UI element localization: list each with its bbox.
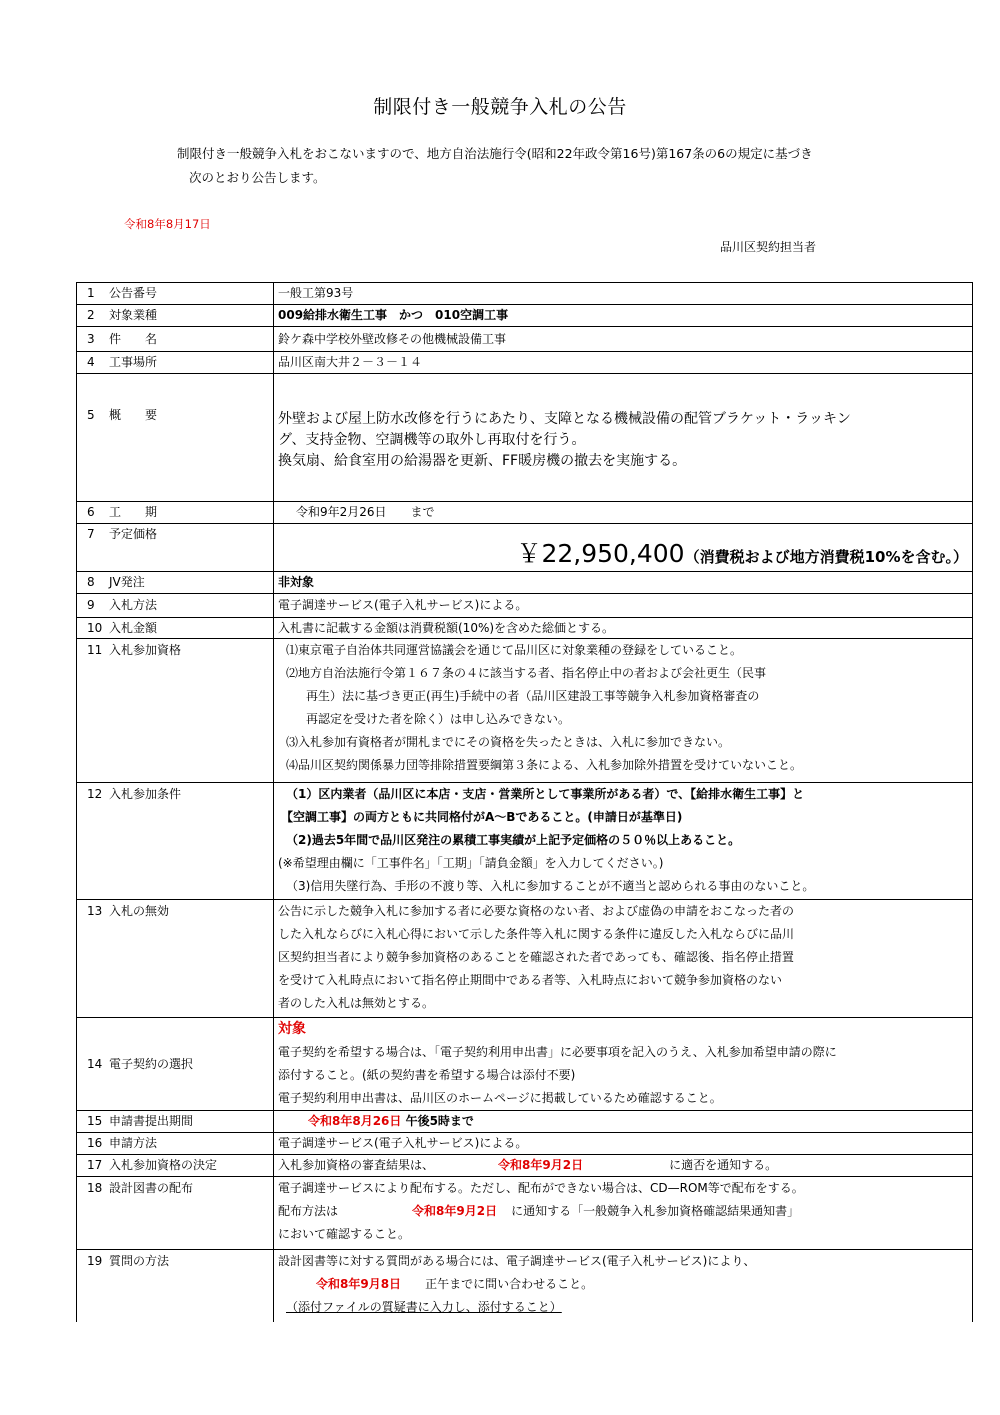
table-row — [77, 327, 973, 352]
econtract-target: 対象 — [278, 1021, 306, 1037]
row-label: JV発注 — [109, 575, 145, 589]
question-date: 令和8年9月8日 — [316, 1277, 402, 1291]
invalid-line: した入札ならびに入札心得において示した条件等入札に関する条件に違反した入札ならびに品川 — [278, 927, 795, 941]
row-label: 入札の無効 — [109, 904, 170, 918]
decision-post: に適否を通知する。 — [669, 1158, 778, 1172]
row-label: 公告番号 — [109, 286, 158, 300]
row-number: 9 — [87, 598, 95, 612]
summary-line: グ、支持金物、空調機等の取外し再取付を行う。 — [278, 432, 586, 448]
decision-pre: 入札参加資格の審査結果は、 — [278, 1158, 435, 1172]
page-title: 制限付き一般競争入札の公告 — [373, 96, 627, 118]
intro-line-1: 制限付き一般競争入札をおこないますので、地方自治法施行令(昭和22年政令第16号)第167条の6の規定に基づき — [177, 146, 813, 161]
row-label: 概 要 — [109, 408, 158, 422]
row-value: 一般工第93号 — [274, 283, 973, 305]
row-number: 10 — [87, 620, 103, 635]
table-row — [77, 1177, 973, 1250]
row-label: 工 期 — [109, 505, 158, 519]
row-number: 11 — [87, 643, 103, 657]
row-number: 13 — [87, 904, 103, 918]
row-label: 質問の方法 — [109, 1254, 170, 1268]
row-label: 予定価格 — [109, 527, 158, 541]
row-label: 設計図書の配布 — [109, 1181, 194, 1195]
row-label: 工事場所 — [109, 355, 158, 369]
table-row — [77, 502, 973, 524]
row-value: 令和9年2月26日 まで — [274, 502, 973, 524]
condition-line: （3)信用失墜行為、手形の不渡り等、入札に参加することが不適当と認められる事由のないこと。 — [286, 879, 815, 893]
row-value: 鈴ケ森中学校外壁改修その他機械設備工事 — [274, 327, 973, 352]
qualification-line: 再認定を受けた者を除く）は申し込みできない。 — [306, 712, 571, 726]
drawing-date: 令和8年9月2日 — [412, 1204, 498, 1218]
price-amount: ￥22,950,400 — [516, 538, 685, 568]
econtract-line: 電子契約を希望する場合は、「電子契約利用申出書」に必要事項を記入のうえ、入札参加希望申請の際に — [278, 1045, 837, 1059]
row-value: 電子調達サービス(電子入札サービス)による。 — [274, 594, 973, 618]
row-number: 2 — [87, 308, 95, 322]
table-row — [77, 305, 973, 327]
deadline-date: 令和8年8月26日 — [308, 1114, 402, 1128]
table-row — [77, 1250, 973, 1322]
row-number: 8 — [87, 575, 95, 589]
condition-line: （2)過去5年間で品川区発注の累積工事実績が上記予定価格の５０％以上あること。 — [286, 833, 741, 847]
table-row — [77, 783, 973, 900]
drawing-pre: 配布方法は — [278, 1204, 339, 1218]
table-row — [77, 352, 973, 374]
table-row — [77, 1018, 973, 1111]
intro-line-2: 次のとおり公告します。 — [189, 170, 326, 185]
price-tax-note: （消費税および地方消費税10%を含む。） — [684, 547, 968, 566]
invalid-line: を受けて入札時点において指名停止期間中である者等、入札時点において競争参加資格のない — [278, 973, 783, 987]
row-number: 12 — [87, 787, 103, 801]
condition-line: 【空調工事】の両方ともに共同格付がA～Bであること。(申請日が基準日) — [281, 810, 683, 824]
table-row — [77, 572, 973, 594]
row-value: 009給排水衛生工事 かつ 010空調工事 — [274, 305, 973, 327]
row-label: 入札金額 — [109, 620, 158, 635]
table-row — [77, 1133, 973, 1155]
row-label: 入札参加条件 — [109, 787, 182, 801]
row-label: 件 名 — [109, 331, 158, 346]
table-row — [77, 900, 973, 1018]
row-number: 7 — [87, 527, 95, 541]
row-value: 電子調達サービス(電子入札サービス)による。 — [274, 1133, 973, 1155]
row-number: 16 — [87, 1136, 103, 1150]
question-post: 正午までに問い合わせること。 — [425, 1277, 594, 1291]
row-number: 19 — [87, 1254, 103, 1268]
row-number: 18 — [87, 1181, 103, 1195]
decision-date: 令和8年9月2日 — [498, 1158, 584, 1172]
qualification-line: ⑵地方自治法施行令第１６７条の４に該当する者、指名停止中の者および会社更生（民事 — [286, 666, 767, 680]
row-label: 入札参加資格の決定 — [109, 1158, 218, 1172]
row-value: 非対象 — [274, 572, 973, 594]
row-number: 1 — [87, 286, 95, 300]
condition-line: （1）区内業者（品川区に本店・支店・営業所として事業所がある者）で、【給排水衛生工事】と — [286, 787, 805, 801]
invalid-line: 者のした入札は無効とする。 — [278, 996, 435, 1010]
issuer: 品川区契約担当者 — [720, 240, 817, 254]
econtract-line: 電子契約利用申出書は、品川区のホームページに掲載しているため確認すること。 — [278, 1091, 722, 1105]
row-number: 15 — [87, 1114, 103, 1128]
summary-line: 外壁および屋上防水改修を行うにあたり、支障となる機械設備の配管ブラケット・ラッキン — [278, 411, 851, 427]
qualification-line: ⑷品川区契約関係暴力団等排除措置要綱第３条による、入札参加除外措置を受けていないこと。 — [286, 758, 803, 772]
qualification-line: 再生）法に基づき更正(再生)手続中の者（品川区建設工事等競争入札参加資格審査の — [306, 689, 760, 703]
row-number: 6 — [87, 505, 95, 519]
notice-date: 令和8年8月17日 — [124, 217, 211, 231]
table-row — [77, 374, 973, 502]
table-row — [77, 594, 973, 618]
row-number: 4 — [87, 355, 95, 369]
qualification-line: ⑶入札参加有資格者が開札までにその資格を失ったときは、入札に参加できない。 — [286, 735, 731, 749]
row-label: 入札参加資格 — [109, 643, 182, 657]
deadline-time: 午後5時まで — [401, 1114, 474, 1128]
drawing-post: に通知する「一般競争入札参加資格確認結果通知書」 — [511, 1204, 800, 1218]
condition-line: (※希望理由欄に「工事件名」「工期」「請負金額」を入力してください。) — [278, 856, 664, 870]
row-number: 14 — [87, 1056, 103, 1071]
row-value: 品川区南大井２－３－１４ — [274, 352, 973, 374]
row-value: 入札書に記載する金額は消費税額(10%)を含めた総価とする。 — [274, 618, 973, 639]
row-number: 3 — [87, 331, 95, 346]
invalid-line: 区契約担当者により競争参加資格のあることを確認された者であっても、確認後、指名停止措置 — [278, 950, 794, 964]
table-row — [77, 283, 973, 305]
row-label: 申請方法 — [109, 1136, 158, 1150]
drawing-line: において確認すること。 — [278, 1227, 411, 1241]
row-number: 17 — [87, 1158, 103, 1172]
invalid-line: 公告に示した競争入札に参加する者に必要な資格のない者、および虚偽の申請をおこなった者の — [278, 904, 795, 918]
drawing-line: 電子調達サービスにより配布する。ただし、配布ができない場合は、CD—ROM等で配布をする。 — [278, 1181, 804, 1195]
table-row — [77, 1155, 973, 1177]
row-label: 申請書提出期間 — [109, 1114, 194, 1128]
summary-line: 換気扇、給食室用の給湯器を更新、FF暖房機の撤去を実施する。 — [278, 453, 687, 469]
table-row — [77, 639, 973, 783]
table-row — [77, 618, 973, 639]
question-line: （添付ファイルの質疑書に入力し、添付すること） — [286, 1300, 562, 1314]
qualification-line: ⑴東京電子自治体共同運営協議会を通じて品川区に対象業種の登録をしていること。 — [286, 643, 743, 657]
table-row — [77, 524, 973, 572]
row-number: 5 — [87, 408, 95, 422]
notice-table — [76, 282, 973, 1322]
row-label: 電子契約の選択 — [109, 1056, 194, 1071]
table-row — [77, 1111, 973, 1133]
row-label: 入札方法 — [109, 598, 158, 612]
question-line: 設計図書等に対する質問がある場合には、電子調達サービス(電子入札サービス)により、 — [278, 1254, 756, 1268]
econtract-line: 添付すること。(紙の契約書を希望する場合は添付不要) — [278, 1068, 576, 1082]
row-label: 対象業種 — [109, 308, 158, 322]
